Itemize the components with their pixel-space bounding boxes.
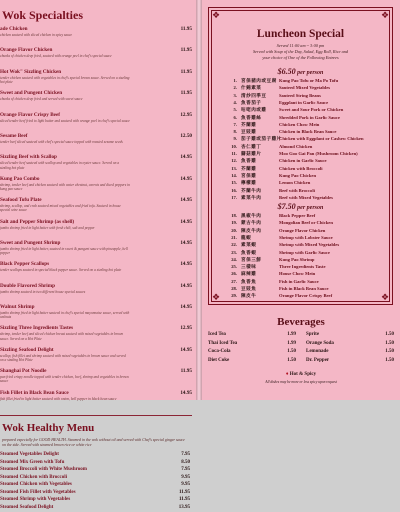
beverage-price: 1.50 (385, 357, 394, 363)
luncheon-item-chinese: 龍蝦 (241, 234, 252, 240)
menu-item-price: 14.95 (180, 282, 192, 289)
menu-item-name: Sweet and Pungent Shrimp (0, 239, 61, 246)
luncheon-item (229, 107, 389, 114)
luncheon-item-chinese: 麻辣雞 (241, 271, 257, 277)
beverage-price: 1.50 (385, 332, 394, 337)
luncheon-item-chinese: 魚香雞絲 (241, 114, 262, 120)
luncheon-item (229, 144, 389, 151)
menu-item-price: 7.95 (181, 452, 190, 458)
luncheon-item-number: 12. (231, 158, 237, 164)
luncheon-item (229, 228, 389, 235)
hot-pepper-icon: ♦ (285, 372, 289, 377)
menu-item-description: shrimp, scallop, and crab sauteed mixed vegetables and fried tofu. Sauteed in house special wine sauce (0, 204, 121, 213)
beverage-item (208, 332, 296, 341)
luncheon-item (229, 257, 389, 264)
price-tier-2-suffix: per person (295, 205, 324, 211)
luncheon-item-name: Chicken Chow Mein (279, 121, 320, 127)
luncheon-item-number: 21. (231, 234, 237, 240)
beverages-left-column (208, 332, 296, 366)
corner-ornament-icon: ❖ (211, 292, 221, 302)
luncheon-item-chinese: 魚香茄子 (241, 99, 262, 105)
corner-ornament-icon: ❖ (211, 10, 221, 20)
menu-item-description: jumbo shrimp sauteed in two different house special sauces (0, 289, 86, 294)
menu-item-name: Sizzling Three Ingredients Tastes (0, 325, 74, 332)
menu-item-description: shrimp, tender beef and chicken sauteed with water chestnut, carrots and diced peppers in kung pao sauce (0, 182, 130, 191)
luncheon-hours: Served 11:00 am ~ 3:00 pm (276, 43, 325, 48)
luncheon-item (229, 151, 389, 158)
luncheon-item-name: Beef with Broccoli (279, 187, 315, 193)
menu-item-price: 14.95 (180, 154, 192, 161)
luncheon-item-chinese: 什錦素菜 (241, 85, 262, 91)
luncheon-item-number: 6. (233, 114, 237, 120)
menu-item-name: Steamed Broccoli with White Mushroom (0, 467, 87, 473)
healthy-description: prepared especially for GOOD HEALTH. Steamed in the wok without oil and served with Chef's special ginger sauce on the side. Served with steamed brown rice or white rice (2, 438, 185, 448)
menu-item (0, 240, 192, 261)
luncheon-item-chinese: 豆豉雞 (241, 129, 257, 135)
menu-item-name: Double Flavored Shrimp (0, 282, 55, 289)
menu-item (0, 197, 192, 218)
menu-item (0, 90, 192, 111)
luncheon-item-name: Kung Pao Shrimp (279, 256, 315, 262)
menu-item-price: 14.95 (180, 218, 192, 225)
menu-item-description: jumbo shrimp fried in light batter, sauteed in sweet & pungent sauce with pineapple, bell pepper (0, 246, 128, 256)
specialties-list (0, 26, 192, 411)
luncheon-item-name: Chicken with Broccoli (279, 165, 323, 171)
beverage-name: Coca-Cola (208, 349, 231, 354)
specialties-title: Wok Specialties (2, 8, 84, 22)
menu-item-price: 11.95 (180, 68, 192, 75)
luncheon-item-name: Orange Flavor Crispy Beef (279, 293, 333, 299)
luncheon-item-chinese: 茄子雞或茄子雞片 (241, 136, 282, 142)
menu-item (0, 467, 190, 475)
luncheon-item (229, 279, 389, 286)
menu-item-price: 9.95 (181, 474, 190, 480)
menu-item-name: Fish Fillet in Black Bean Sauce (0, 389, 69, 396)
price-tier-2-amount: $7.50 (277, 202, 296, 211)
beverage-price: 1.50 (287, 357, 296, 363)
luncheon-item-name: Almond Chicken (279, 143, 313, 149)
luncheon-item-chinese: 素菜蝦 (241, 242, 257, 248)
luncheon-item (229, 213, 389, 220)
luncheon-item-number: 14. (231, 172, 237, 178)
menu-item-description: tender chicken sauteed with vegetables in chef's special brown sauce. Served on a sizzling hot plate (0, 75, 130, 84)
luncheon-item-number: 17. (231, 194, 237, 200)
menu-item-name: Steamed Chicken with Vegetables (0, 482, 72, 488)
luncheon-item (229, 293, 389, 300)
luncheon-item-number: 18. (231, 213, 237, 218)
luncheon-item-name: Black Pepper Beef (279, 213, 316, 218)
luncheon-item-name: Eggplant in Garlic Sauce (279, 99, 329, 105)
beverage-item (208, 349, 296, 358)
luncheon-item-chinese: 魚香蝦 (241, 249, 257, 255)
menu-item (0, 112, 192, 133)
luncheon-item-chinese: 檸檬雞 (241, 180, 257, 186)
menu-item-name: Salt and Pepper Shrimp (as shell) (0, 218, 75, 225)
menu-item-name: Seafood Tofu Plate (0, 197, 42, 204)
beverage-price: 1.50 (385, 340, 394, 346)
luncheon-item-number: 15. (231, 180, 237, 186)
menu-item (0, 452, 190, 460)
luncheon-item-chinese: 豆豉魚 (241, 286, 257, 291)
luncheon-item-name: Kung Pao Chicken (279, 172, 317, 178)
luncheon-item-number: 5. (233, 107, 237, 113)
menu-item (0, 505, 190, 512)
menu-item-price: 14.95 (180, 389, 192, 396)
beverage-name: Orange Soda (306, 340, 334, 346)
beverage-item (306, 358, 394, 367)
luncheon-item-chinese: 宮保雞 (241, 172, 257, 178)
menu-item-price: 11.95 (179, 497, 190, 503)
menu-item-description: chunks of chicken deep fried, sauteed with orange peel in chef's special sauce (0, 54, 112, 59)
beverage-name: Diet Coke (208, 357, 230, 363)
luncheon-item-chinese: 陳皮牛 (241, 293, 257, 299)
luncheon-item-name: Shredded Pork in Garlic Sauce (279, 114, 340, 120)
menu-item (0, 390, 192, 411)
menu-item-description: tender scallops sauteed in special black pepper sauce. Served on a sizzling hot plate (0, 268, 122, 273)
luncheon-item-chinese: 黑椒牛肉 (241, 213, 262, 218)
luncheon-item (229, 173, 389, 180)
menu-item-price: 14.95 (180, 175, 192, 182)
beverage-name: Dr. Pepper (306, 357, 330, 363)
healthy-list (0, 452, 190, 512)
luncheon-frame (208, 7, 393, 305)
menu-item-price: 12.50 (180, 132, 192, 139)
luncheon-item-chinese: 蘑菇雞片 (241, 151, 262, 156)
luncheon-item-name: Chicken in Garlic Sauce (279, 158, 327, 164)
luncheon-item-number: 19. (231, 220, 237, 226)
luncheon-item-number: 27. (231, 278, 237, 284)
menu-item (0, 69, 192, 90)
luncheon-item (229, 286, 389, 293)
section-divider (0, 415, 192, 416)
menu-item-name: Orange Flavor Chicken (0, 47, 53, 54)
menu-item (0, 460, 190, 468)
luncheon-item-name: Fish in Garlic Sauce (279, 278, 319, 284)
luncheon-includes-line-2: your choice of One of the Following Entrees (262, 55, 339, 60)
menu-item-price: 9.95 (181, 482, 190, 488)
luncheon-includes-line-1: Served with Soup of the Day, Salad, Egg Roll, Rice and (252, 49, 349, 54)
menu-item-price: 14.95 (180, 261, 192, 268)
luncheon-item-chinese: 魚香雞 (241, 158, 257, 164)
healthy-title: Wok Healthy Menu (2, 422, 95, 435)
beverage-name: Iced Tea (208, 332, 226, 337)
menu-item-price: 11.95 (180, 47, 192, 54)
menu-item (0, 304, 192, 325)
menu-item-description: chunks of chicken deep fried and served with sweet sauce (0, 97, 83, 102)
luncheon-item-chinese: 宮保三鮮 (241, 256, 262, 262)
menu-item (0, 133, 192, 154)
menu-item (0, 475, 190, 483)
beverage-item (306, 349, 394, 358)
menu-item-name: Sizzling Seafood Delight (0, 346, 54, 353)
luncheon-item-name: Sweet and Sour Pork or Chicken (279, 107, 344, 113)
luncheon-item-number: 22. (231, 242, 237, 248)
luncheon-item-name: Chicken in Black Bean Sauce (279, 129, 337, 135)
menu-item-name: Sweet and Pungent Chicken (0, 90, 63, 97)
menu-item-name: Steamed Shrimp with Vegetables (0, 497, 71, 503)
luncheon-item (229, 78, 389, 85)
luncheon-item-chinese: 三樣味 (241, 264, 257, 270)
luncheon-item-name: Orange Flavor Chicken (279, 227, 326, 233)
luncheon-item-chinese: 陳皮牛肉 (241, 227, 262, 233)
menu-item (0, 368, 192, 389)
luncheon-item-chinese: 素菜牛肉 (241, 194, 262, 200)
luncheon-item-number: 7. (233, 121, 237, 127)
luncheon-item-number: 16. (231, 187, 237, 193)
luncheon-item-number: 11. (231, 151, 237, 156)
menu-item-name: Hot Wok" Sizzling Chicken (0, 68, 62, 75)
luncheon-item (229, 85, 389, 92)
menu-item (0, 490, 190, 498)
luncheon-item-name: Sauteed Mixed Vegetables (279, 85, 331, 91)
luncheon-item-chinese: 咕咾肉或雞 (241, 107, 267, 113)
luncheon-item-name: Lemon Chicken (279, 180, 311, 186)
menu-item (0, 219, 192, 240)
beverages-title: Beverages (277, 316, 325, 328)
luncheon-item (229, 235, 389, 242)
luncheon-item-chinese: 清炒四季豆 (241, 92, 267, 98)
menu-item-name: Walnut Shrimp (0, 304, 35, 311)
luncheon-item-number: 8. (233, 129, 237, 135)
luncheon-item-number: 20. (231, 227, 237, 233)
luncheon-item-number: 2. (233, 85, 237, 91)
price-tier-1 (209, 67, 392, 76)
luncheon-item (229, 188, 389, 195)
menu-item-price: 14.95 (180, 239, 192, 246)
hot-spicy-label: Hot & Spicy (289, 372, 317, 377)
luncheon-item-name: House Chow Mein (279, 271, 316, 277)
menu-item-price: 13.95 (178, 504, 190, 510)
luncheon-item-number: 4. (233, 99, 237, 105)
right-menu-panel (202, 0, 400, 400)
luncheon-title: Luncheon Special (256, 28, 345, 40)
menu-item (0, 283, 192, 304)
menu-item-description: jumbo shrimp fried in light batter with fresh chili, salt and pepper (0, 225, 95, 230)
luncheon-item (229, 166, 389, 173)
hot-spicy-legend (202, 372, 400, 377)
menu-item-name: ade Chicken (0, 26, 28, 32)
luncheon-item-chinese: 宮保豬肉或豆腐 (241, 78, 277, 83)
corner-ornament-icon: ❖ (380, 10, 390, 20)
menu-item-name: Steamed Mix Green with Tofu (0, 459, 65, 465)
menu-item-price: 8.50 (181, 459, 190, 465)
menu-item (0, 26, 192, 47)
menu-item-name: Steamed Seafood Delight (0, 504, 54, 510)
luncheon-item-name: Beef with Mixed Vegetables (279, 194, 333, 200)
menu-item-price: 12.95 (180, 325, 192, 332)
menu-item (0, 47, 192, 68)
luncheon-item-name: Three Ingredients Taste (279, 264, 326, 270)
luncheon-item-chinese: 蒙古牛肉 (241, 220, 262, 226)
beverage-item (208, 341, 296, 350)
luncheon-item (229, 100, 389, 107)
menu-item-price: 11.95 (180, 368, 192, 375)
luncheon-item-chinese: 芥蘭牛肉 (241, 187, 262, 193)
luncheon-item-number: 23. (231, 249, 237, 255)
luncheon-item (229, 220, 389, 227)
luncheon-item-number: 26. (231, 271, 237, 277)
beverage-price: 1.50 (287, 349, 296, 354)
menu-item (0, 497, 190, 505)
menu-item-name: Black Pepper Scallops (0, 261, 50, 268)
luncheon-item-name: Shrimp with Lobster Sauce (279, 234, 333, 240)
luncheon-item-name: Moo Goo Gai Pan (Mushroom Chicken) (279, 151, 358, 156)
luncheon-item-chinese: 杏仁雞丁 (241, 143, 262, 149)
menu-item-price: 7.95 (181, 467, 190, 473)
left-menu-panel (0, 0, 196, 510)
menu-item-description: tender beef sliced sauteed with chef's special sauce topped with roasted sesame seeds (0, 139, 123, 144)
luncheon-item (229, 122, 389, 129)
menu-item-description: jumbo shrimp fried in light batter sauteed in chef's special mayonnaise sauce, served with walnuts (0, 311, 130, 320)
menu-item-description: scallop, fish fillet and shrimp sauteed with mixed vegetables in brown sauce and served on a sizzling Hot Plate (0, 353, 126, 363)
menu-item-description: pan fried crispy noodle topped with tender chicken, beef, shrimp and vegetables in brown sauce (0, 375, 129, 384)
menu-item-name: Shanghai Pot Noodle (0, 368, 47, 375)
menu-item (0, 261, 192, 282)
luncheon-item-name: Shrimp with Garlic Sauce (279, 249, 330, 255)
menu-item (0, 176, 192, 197)
luncheon-item-number: 1. (233, 78, 237, 83)
menu-item-price: 12.95 (180, 111, 192, 118)
luncheon-item-number: 28. (231, 286, 237, 291)
menu-item-name: Sizzling Beef with Scallop (0, 154, 57, 161)
luncheon-item (229, 115, 389, 122)
menu-item-description: sliced tender beef sauteed with scallop and vegetables in oyster sauce. Served on a sizzling hot plate (0, 161, 120, 170)
menu-item-price: 14.95 (180, 197, 192, 204)
luncheon-item (229, 93, 389, 100)
menu-item (0, 154, 192, 175)
menu-item-name: Steamed Chicken with Broccoli (0, 474, 67, 480)
beverage-item (208, 358, 296, 367)
luncheon-item-number: 9. (233, 136, 237, 142)
luncheon-item (229, 271, 389, 278)
luncheon-item-name: Mongolian Beef or Chicken (279, 220, 333, 226)
luncheon-item-number: 13. (231, 165, 237, 171)
menu-item-name: Sesame Beef (0, 132, 28, 139)
luncheon-item-name: Fish in Black Bean Sauce (279, 286, 329, 291)
menu-item-description: fish fillet fried in light batter sauteed with onion, bell pepper in black bean sauce (0, 396, 117, 401)
menu-item (0, 325, 192, 346)
beverage-name: Sprite (306, 332, 320, 337)
menu-item-price: 14.95 (180, 304, 192, 311)
luncheon-item (229, 136, 389, 143)
luncheon-item-chinese: 芥蘭雞 (241, 165, 257, 171)
luncheon-item-chinese: 魚香魚 (241, 278, 257, 284)
menu-item-name: Orange Flavor Crispy Beef (0, 111, 60, 118)
luncheon-item (229, 195, 389, 202)
menu-item-price: 11.95 (180, 26, 192, 32)
luncheon-item-number: 3. (233, 92, 237, 98)
beverages-right-column (306, 332, 394, 366)
luncheon-item (229, 242, 389, 249)
beverage-price: 1.50 (385, 349, 394, 354)
luncheon-item (229, 158, 389, 165)
luncheon-item-name: Kung Pao Tofu or Ma Po Tofu (279, 78, 339, 83)
luncheon-item-number: 24. (231, 256, 237, 262)
luncheon-item-chinese: 芥蘭雞 (241, 121, 257, 127)
menu-item-name: Steamed Vegetables Delight (0, 452, 59, 458)
corner-ornament-icon: ❖ (380, 292, 390, 302)
price-tier-2 (209, 202, 392, 211)
beverage-item (306, 332, 394, 341)
menu-item-description: chicken sauteed with sliced chicken in spicy sauce (0, 33, 73, 37)
luncheon-item-number: 29. (231, 293, 237, 299)
luncheon-item (229, 250, 389, 257)
luncheon-item-number: 10. (231, 143, 237, 149)
price-tier-1-amount: $6.50 (277, 67, 296, 76)
menu-item-name: Steamed Fish Fillet with Vegetables (0, 489, 76, 495)
menu-item-description: shrimp, tender beef and sliced chicken breast sauteed with mixed vegetables in brown sauce. Served on a Hot Plate (0, 332, 124, 341)
beverage-name: Thai Iced Tea (208, 340, 238, 346)
luncheon-item-number: 25. (231, 264, 237, 270)
beverage-name: Lemonade (306, 349, 329, 354)
luncheon-item-name: Sauteed String Beans (279, 92, 321, 98)
menu-item (0, 347, 192, 368)
beverage-price: 1.99 (287, 332, 296, 337)
spicy-note: All dishes may be more or less spicy upon request (265, 380, 337, 384)
menu-item-price: 11.95 (180, 90, 192, 97)
menu-item-name: Kung Pao Combo (0, 175, 40, 182)
menu-item-price: 14.95 (180, 346, 192, 353)
luncheon-item (229, 180, 389, 187)
menu-item-description: sliced tender beef fried to light batter and sauteed with orange peel in chef's special sauce (0, 118, 130, 123)
menu-item-price: 11.95 (179, 489, 190, 495)
luncheon-item-name: Chicken with Eggplant or Cashew Chicken (279, 136, 364, 142)
beverage-price: 1.99 (287, 340, 296, 346)
luncheon-item-name: Shrimp with Mixed Vegetables (279, 242, 340, 248)
menu-item (0, 482, 190, 490)
price-tier-1-suffix: per person (295, 70, 324, 76)
beverage-item (306, 341, 394, 350)
